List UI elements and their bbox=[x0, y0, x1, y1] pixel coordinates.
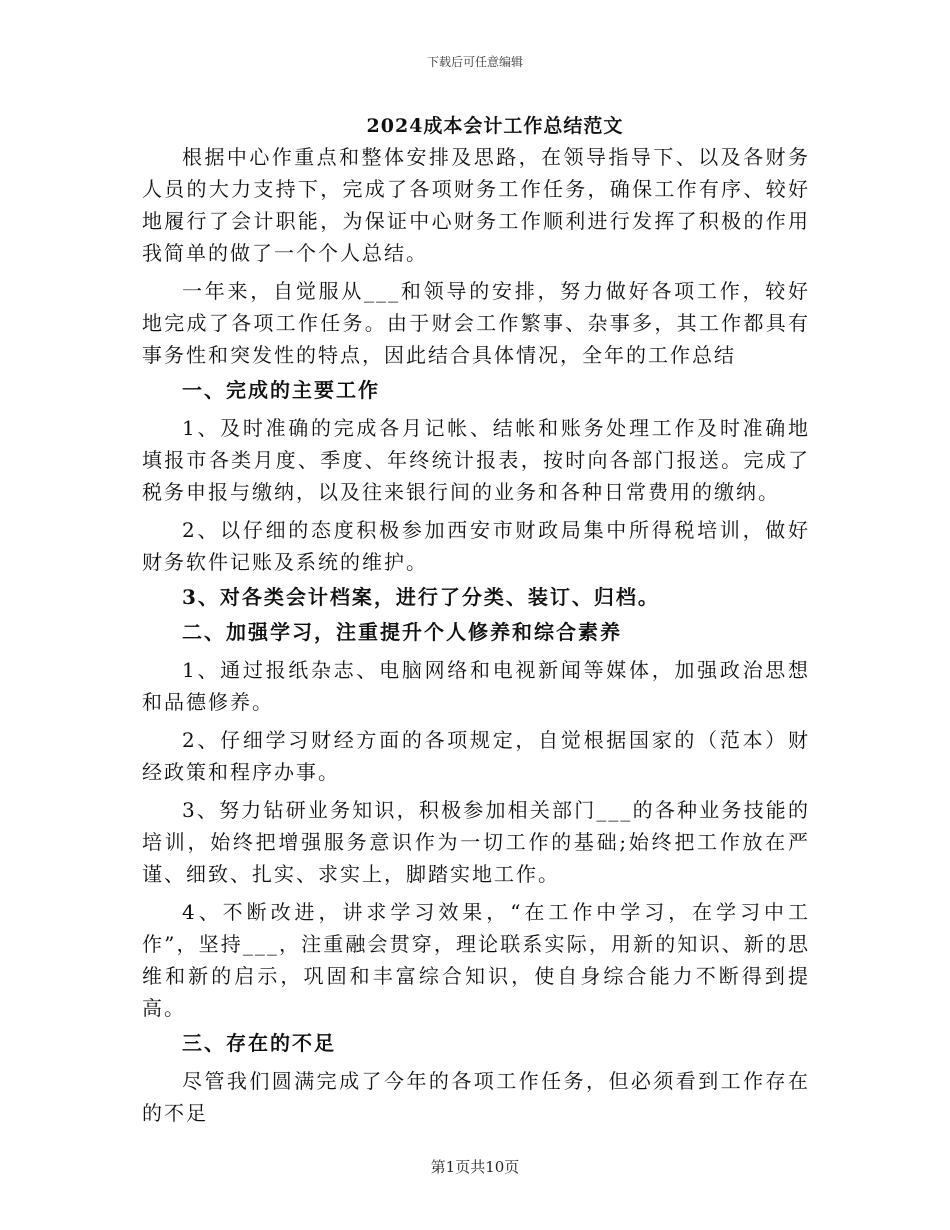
paragraph-item: 4、不断改进，讲求学习效果，“在工作中学习，在学习中工作”，坚持___，注重融会贯穿，理论联系实际，用新的知识、新的思维和新的启示，巩固和丰富综合知识，使自身综合能力不断得到提高。 bbox=[142, 900, 810, 1020]
paragraph-item: 2、仔细学习财经方面的各项规定，自觉根据国家的（范本）财经政策和程序办事。 bbox=[142, 728, 810, 784]
section-heading-main-work: 一、完成的主要工作 bbox=[182, 378, 380, 402]
paragraph-item-bold: 3、对各类会计档案，进行了分类、装订、归档。 bbox=[182, 585, 660, 609]
paragraph-intro: 根据中心作重点和整体安排及思路，在领导指导下、以及各财务人员的大力支持下，完成了各项财务工作任务，确保工作有序、较好地履行了会计职能，为保证中心财务工作顺利进行发挥了积极的作用我简单的做了一个个人总结。 bbox=[142, 145, 810, 265]
paragraph-item: 尽管我们圆满完成了今年的各项工作任务，但必须看到工作存在的不足 bbox=[142, 1069, 810, 1125]
paragraph-item: 1、通过报纸杂志、电脑网络和电视新闻等媒体，加强政治思想和品德修养。 bbox=[142, 658, 810, 714]
header-note: 下载后可任意编辑 bbox=[426, 55, 523, 69]
document-body bbox=[142, 141, 810, 1129]
paragraph-item: 1、及时准确的完成各月记帐、结帐和账务处理工作及时准确地填报市各类月度、季度、年终统计报表，按时向各部门报送。完成了税务申报与缴纳，以及往来银行间的业务和各种日常费用的缴纳。 bbox=[142, 416, 810, 504]
paragraph-year-summary: 一年来，自觉服从___和领导的安排，努力做好各项工作，较好地完成了各项工作任务。由于财会工作繁事、杂事多，其工作都具有事务性和突发性的特点，因此结合具体情况，全年的工作总结 bbox=[142, 279, 810, 367]
document-title: 2024成本会计工作总结范文 bbox=[366, 115, 624, 137]
section-heading-shortcomings: 三、存在的不足 bbox=[182, 1031, 336, 1055]
paragraph-item: 3、努力钻研业务知识，积极参加相关部门___的各种业务技能的培训，始终把增强服务意识作为一切工作的基础;始终把工作放在严谨、细致、扎实、求实上，脚踏实地工作。 bbox=[142, 798, 810, 886]
page-footer: 第1页共10页 bbox=[430, 1158, 520, 1176]
section-heading-study: 二、加强学习，注重提升个人修养和综合素养 bbox=[182, 620, 622, 644]
paragraph-item: 2、以仔细的态度积极参加西安市财政局集中所得税培训，做好财务软件记账及系统的维护。 bbox=[142, 518, 810, 574]
